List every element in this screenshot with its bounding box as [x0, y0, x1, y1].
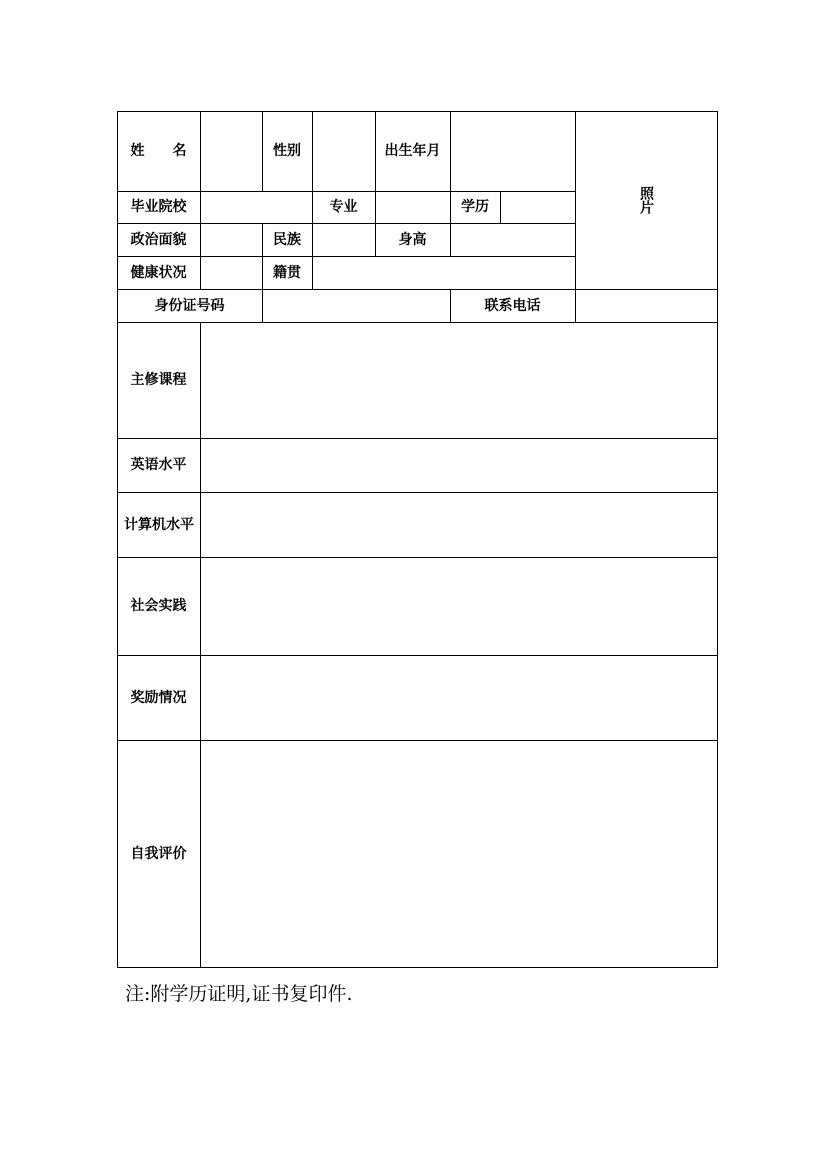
native-place-label: 籍贯: [273, 264, 301, 281]
table-border-right: [717, 111, 718, 968]
phone-field[interactable]: [576, 290, 717, 322]
photo-box[interactable]: [575, 111, 717, 289]
awards-label: 奖励情况: [130, 689, 187, 706]
photo-label: 照片: [638, 186, 654, 214]
courses-label: 主修课程: [130, 372, 187, 388]
resume-form-table: [117, 111, 718, 968]
height-label: 身高: [398, 231, 427, 248]
self-evaluation-label: 自我评价: [130, 845, 187, 862]
id-number-label: 身份证号码: [154, 297, 225, 314]
school-field[interactable]: [201, 192, 312, 223]
health-field[interactable]: [201, 257, 262, 289]
awards-field[interactable]: [201, 656, 717, 740]
gender-label: 性别: [273, 143, 301, 159]
major-field[interactable]: [376, 192, 450, 223]
english-level-field[interactable]: [201, 439, 717, 492]
table-border-bottom: [117, 967, 718, 968]
social-practice-field[interactable]: [201, 558, 717, 655]
major-label: 专业: [329, 199, 358, 215]
birth-date-label: 出生年月: [384, 143, 441, 159]
social-practice-label: 社会实践: [130, 598, 187, 614]
footnote: 注:附学历证明,证书复印件.: [125, 983, 353, 1005]
computer-level-label: 计算机水平: [124, 516, 194, 533]
self-evaluation-field[interactable]: [201, 741, 717, 967]
phone-label: 联系电话: [484, 297, 541, 314]
degree-field[interactable]: [501, 192, 575, 223]
political-status-label: 政治面貌: [130, 231, 187, 248]
birth-date-field[interactable]: [451, 112, 575, 191]
degree-label: 学历: [461, 199, 489, 215]
political-status-field[interactable]: [201, 224, 262, 256]
ethnicity-label: 民族: [273, 231, 301, 248]
name-field[interactable]: [201, 112, 262, 191]
gender-field[interactable]: [313, 112, 375, 191]
name-label: 姓 名: [130, 143, 187, 159]
ethnicity-field[interactable]: [313, 224, 375, 256]
height-field[interactable]: [451, 224, 575, 256]
courses-field[interactable]: [201, 323, 717, 438]
english-level-label: 英语水平: [130, 457, 187, 473]
native-place-field[interactable]: [313, 257, 575, 289]
id-number-field[interactable]: [263, 290, 450, 322]
school-label: 毕业院校: [130, 199, 187, 215]
computer-level-field[interactable]: [201, 493, 717, 557]
health-label: 健康状况: [130, 264, 187, 281]
